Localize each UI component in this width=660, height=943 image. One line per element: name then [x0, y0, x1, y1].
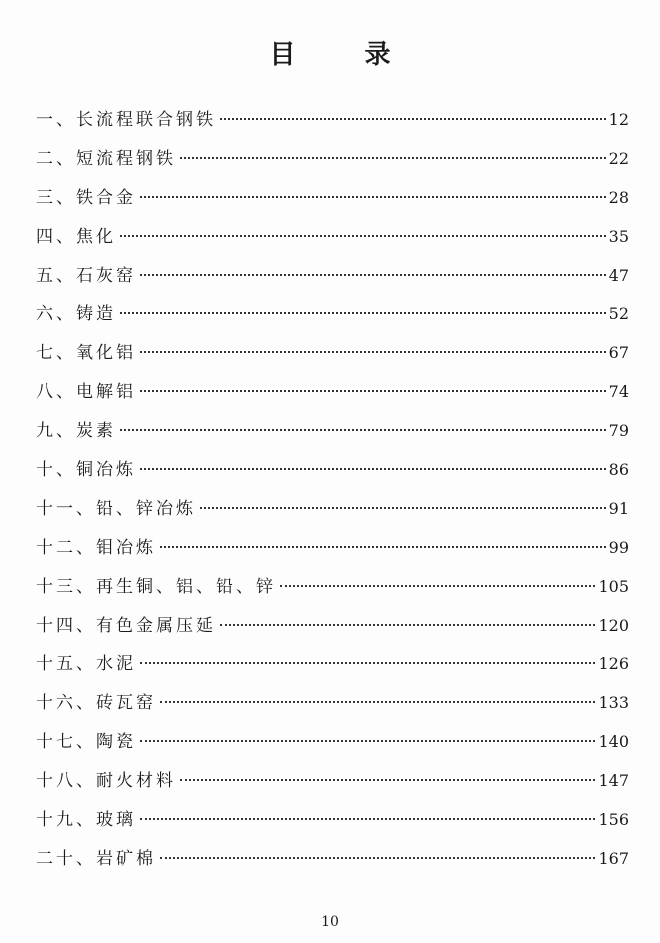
toc-entry-label: 十三、再生铜、铝、铅、锌 [36, 576, 276, 597]
toc-entry-label: 十四、有色金属压延 [36, 615, 216, 636]
toc-entry-page: 126 [598, 654, 629, 674]
toc-entry-label: 五、石灰窑 [36, 265, 136, 286]
toc-entry [36, 456, 629, 495]
dot-leader [160, 701, 595, 703]
toc-entry [36, 262, 629, 301]
toc-entry-page: 140 [598, 732, 629, 752]
toc-entry [36, 417, 629, 456]
toc-entry-label: 九、炭素 [36, 421, 116, 442]
toc-entry-label: 十一、铅、锌冶炼 [36, 498, 196, 519]
toc-entry-label: 八、电解铝 [36, 382, 136, 403]
dot-leader [140, 274, 606, 276]
toc-entry [36, 339, 629, 378]
dot-leader [140, 196, 606, 198]
dot-leader [140, 818, 595, 820]
toc-entry [36, 300, 629, 339]
toc-entry-page: 35 [608, 226, 629, 246]
toc-entry-page: 86 [608, 460, 629, 480]
toc-entry-label: 四、焦化 [36, 226, 116, 247]
toc-entry-page: 91 [608, 498, 629, 518]
dot-leader [180, 157, 606, 159]
page-number: 10 [321, 914, 339, 930]
dot-leader [280, 585, 595, 587]
toc-entry [36, 184, 629, 223]
toc-entry [36, 650, 629, 689]
toc-entry-label: 十八、耐火材料 [36, 771, 176, 792]
toc-entry-page: 147 [598, 771, 629, 791]
toc-entry [36, 728, 629, 767]
dot-leader [200, 507, 606, 509]
toc-entry [36, 573, 629, 612]
dot-leader [140, 740, 595, 742]
toc-entry-page: 12 [608, 110, 629, 129]
toc-entry-page: 28 [608, 187, 629, 207]
dot-leader [120, 429, 606, 431]
toc-entry [36, 495, 629, 534]
toc-entry-label: 十、铜冶炼 [36, 460, 136, 481]
toc-entry-page: 52 [608, 304, 629, 324]
toc-entry-page: 133 [598, 693, 629, 713]
toc-entry-page: 156 [598, 810, 629, 830]
toc-entry [36, 106, 629, 145]
toc-entry-label: 三、铁合金 [36, 187, 136, 208]
toc-entry [36, 378, 629, 417]
toc-entry-page: 120 [598, 615, 629, 635]
toc-entry [36, 845, 629, 884]
toc-entry-label: 十九、玻璃 [36, 810, 136, 831]
toc-entry [36, 612, 629, 651]
toc-entry [36, 534, 629, 573]
toc-entry-page: 47 [608, 265, 629, 285]
dot-leader [140, 468, 606, 470]
dot-leader [160, 857, 595, 859]
toc-entry-label: 七、氧化铝 [36, 343, 136, 364]
toc-entry [36, 806, 629, 845]
dot-leader [120, 312, 606, 314]
dot-leader [140, 390, 606, 392]
toc-entry-label: 十二、钼冶炼 [36, 537, 156, 558]
toc-entry [36, 223, 629, 262]
table-of-contents [36, 106, 629, 884]
toc-entry-page: 167 [598, 848, 629, 868]
dot-leader [220, 624, 595, 626]
dot-leader [140, 351, 606, 353]
toc-entry-page: 67 [608, 343, 629, 363]
toc-entry-label: 十五、水泥 [36, 654, 136, 675]
toc-entry-page: 99 [608, 537, 629, 557]
toc-entry-page: 79 [608, 421, 629, 441]
toc-entry [36, 767, 629, 806]
toc-entry-label: 十七、陶瓷 [36, 732, 136, 753]
dot-leader [120, 235, 606, 237]
toc-entry-label: 二十、岩矿棉 [36, 848, 156, 869]
toc-entry-page: 105 [598, 576, 629, 596]
toc-entry [36, 145, 629, 184]
toc-entry-label: 一、长流程联合钢铁 [36, 110, 216, 130]
toc-entry-page: 74 [608, 382, 629, 402]
toc-entry-label: 二、短流程钢铁 [36, 148, 176, 169]
dot-leader [180, 779, 595, 781]
page-title: 目 录 [269, 40, 421, 70]
dot-leader [220, 118, 606, 120]
toc-entry-label: 六、铸造 [36, 304, 116, 325]
toc-entry [36, 689, 629, 728]
toc-entry-label: 十六、砖瓦窑 [36, 693, 156, 714]
dot-leader [140, 662, 595, 664]
toc-entry-page: 22 [608, 148, 629, 168]
dot-leader [160, 546, 606, 548]
